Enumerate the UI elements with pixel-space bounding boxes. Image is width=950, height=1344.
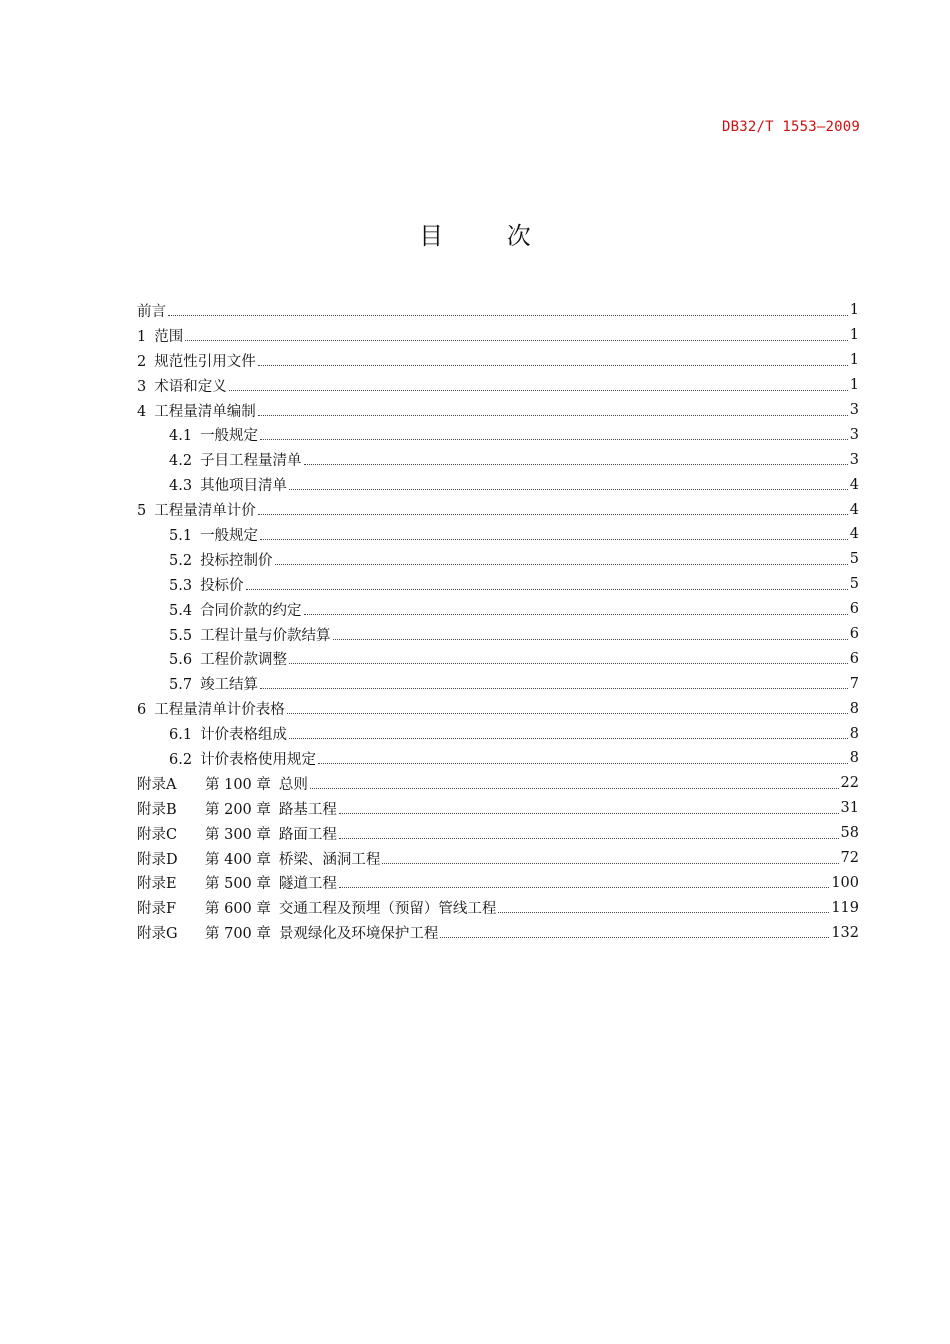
dot-leader bbox=[289, 663, 848, 664]
toc-entry-page: 1 bbox=[849, 377, 859, 394]
toc-entry-label bbox=[137, 698, 285, 719]
toc-entry-number: 6.2 bbox=[169, 751, 193, 768]
toc-entry-title: 隧道工程 bbox=[278, 876, 337, 893]
toc-entry-label bbox=[169, 524, 258, 545]
dot-leader bbox=[318, 763, 848, 764]
toc-entry[interactable] bbox=[137, 646, 859, 671]
toc-entry-page: 1 bbox=[849, 327, 859, 344]
toc-entry-label bbox=[137, 350, 256, 371]
toc-entry-number: 4.3 bbox=[169, 478, 193, 495]
toc-entry-label bbox=[137, 897, 496, 918]
dot-leader bbox=[289, 738, 848, 739]
appendix-prefix: 附录D bbox=[137, 851, 178, 868]
toc-entry-title: 计价表格使用规定 bbox=[200, 751, 317, 768]
toc-appendix-entry[interactable] bbox=[137, 771, 859, 796]
toc-entry-title: 规范性引用文件 bbox=[154, 353, 256, 370]
dot-leader bbox=[333, 639, 848, 640]
dot-leader bbox=[382, 863, 838, 864]
toc-entry-number: 5 bbox=[137, 503, 147, 520]
dot-leader bbox=[275, 564, 848, 565]
appendix-prefix: 附录B bbox=[137, 801, 177, 818]
toc-appendix-entry[interactable] bbox=[137, 821, 859, 846]
toc-entry-title: 投标价 bbox=[200, 577, 244, 594]
toc-entry-title: 其他项目清单 bbox=[200, 478, 288, 495]
toc-entry[interactable] bbox=[137, 348, 859, 373]
dot-leader bbox=[339, 887, 829, 888]
toc-entry[interactable] bbox=[137, 472, 859, 497]
toc-entry-page: 5 bbox=[849, 551, 859, 568]
dot-leader bbox=[310, 788, 839, 789]
toc-entry-title: 合同价款的约定 bbox=[200, 602, 302, 619]
dot-leader bbox=[185, 340, 848, 341]
toc-entry-page: 58 bbox=[840, 825, 859, 842]
toc-entry-number: 5.5 bbox=[169, 627, 193, 644]
toc-entry-page: 22 bbox=[840, 775, 859, 792]
page-title: 目 次 bbox=[419, 222, 559, 250]
toc-entry-label bbox=[169, 648, 287, 669]
dot-leader bbox=[260, 539, 848, 540]
toc-entry-number: 5.7 bbox=[169, 677, 193, 694]
toc-entry-page: 7 bbox=[849, 675, 859, 692]
toc-entry-label bbox=[137, 773, 308, 794]
toc-entry[interactable] bbox=[137, 622, 859, 647]
toc-entry-page: 4 bbox=[849, 526, 859, 543]
dot-leader bbox=[339, 813, 839, 814]
appendix-prefix: 附录A bbox=[137, 776, 177, 793]
toc-entry-label bbox=[169, 474, 287, 495]
toc-entry-page: 8 bbox=[849, 700, 859, 717]
toc-entry-label bbox=[169, 723, 287, 744]
toc-entry-title: 一般规定 bbox=[200, 428, 259, 445]
toc-entry[interactable] bbox=[137, 597, 859, 622]
toc-entry[interactable] bbox=[137, 323, 859, 348]
toc-entry-title: 工程价款调整 bbox=[200, 652, 288, 669]
toc-entry-number: 5.3 bbox=[169, 577, 193, 594]
dot-leader bbox=[287, 713, 848, 714]
toc-entry-title: 路基工程 bbox=[278, 801, 337, 818]
toc-entry-page: 6 bbox=[849, 626, 859, 643]
toc-entry-number: 5.6 bbox=[169, 652, 193, 669]
toc-entry-number: 3 bbox=[137, 378, 147, 395]
toc-appendix-entry[interactable] bbox=[137, 796, 859, 821]
appendix-chapter: 第 300 章 bbox=[205, 826, 271, 843]
toc-entry-label bbox=[137, 823, 337, 844]
toc-entry-title: 工程计量与价款结算 bbox=[200, 627, 331, 644]
toc-entry-number: 4.1 bbox=[169, 428, 193, 445]
toc-entry[interactable] bbox=[137, 497, 859, 522]
toc-entry-number: 4 bbox=[137, 403, 147, 420]
toc-entry-title: 路面工程 bbox=[278, 826, 337, 843]
dot-leader bbox=[260, 439, 848, 440]
toc-entry-title: 一般规定 bbox=[200, 527, 259, 544]
appendix-prefix: 附录E bbox=[137, 876, 177, 893]
toc-entry-number: 5.2 bbox=[169, 552, 193, 569]
appendix-chapter: 第 700 章 bbox=[205, 926, 271, 943]
toc-entry-title: 景观绿化及环境保护工程 bbox=[278, 926, 439, 943]
toc-entry-page: 100 bbox=[831, 874, 859, 891]
toc-entry[interactable] bbox=[137, 746, 859, 771]
toc-entry-label bbox=[137, 400, 256, 421]
toc-entry-page: 3 bbox=[849, 426, 859, 443]
toc-entry-page: 4 bbox=[849, 501, 859, 518]
toc-entry-title: 桥梁、涵洞工程 bbox=[278, 851, 381, 868]
toc-entry-page: 31 bbox=[840, 800, 859, 817]
toc-entry-label bbox=[169, 624, 331, 645]
dot-leader bbox=[339, 838, 839, 839]
toc-entry-label bbox=[137, 922, 438, 943]
toc-entry[interactable] bbox=[137, 721, 859, 746]
appendix-prefix: 附录C bbox=[137, 826, 178, 843]
appendix-prefix: 附录F bbox=[137, 901, 177, 918]
appendix-chapter: 第 200 章 bbox=[205, 801, 271, 818]
toc-appendix-entry[interactable] bbox=[137, 920, 859, 945]
toc-entry-label bbox=[169, 673, 258, 694]
toc-entry-page: 1 bbox=[849, 302, 859, 319]
dot-leader bbox=[304, 464, 848, 465]
dot-leader bbox=[258, 415, 848, 416]
toc-entry-label bbox=[137, 872, 337, 893]
dot-leader bbox=[258, 365, 848, 366]
toc-entry-page: 6 bbox=[849, 650, 859, 667]
toc-entry-title: 投标控制价 bbox=[200, 552, 273, 569]
toc-entry-number: 1 bbox=[137, 328, 147, 345]
toc-entry[interactable] bbox=[137, 547, 859, 572]
toc-entry-label bbox=[169, 748, 316, 769]
toc-entry-page: 1 bbox=[849, 352, 859, 369]
toc-appendix-entry[interactable] bbox=[137, 870, 859, 895]
toc-entry-number: 6 bbox=[137, 702, 147, 719]
toc-entry-number: 5.4 bbox=[169, 602, 193, 619]
toc-entry-label bbox=[169, 574, 244, 595]
toc-entry-title: 交通工程及预埋（预留）管线工程 bbox=[278, 901, 497, 918]
toc-entry-label bbox=[137, 499, 256, 520]
toc-entry-page: 72 bbox=[840, 850, 859, 867]
toc-entry[interactable] bbox=[137, 522, 859, 547]
toc-entry-label bbox=[137, 848, 380, 869]
dot-leader bbox=[260, 688, 848, 689]
toc-entry[interactable] bbox=[137, 447, 859, 472]
toc-appendix-entry[interactable] bbox=[137, 846, 859, 871]
toc-entry[interactable] bbox=[137, 298, 859, 323]
toc-entry-title: 范围 bbox=[154, 328, 184, 345]
table-of-contents bbox=[137, 298, 859, 945]
toc-entry-title: 工程量清单编制 bbox=[154, 403, 256, 420]
appendix-prefix: 附录G bbox=[137, 926, 178, 943]
toc-entry-page: 3 bbox=[849, 402, 859, 418]
toc-entry-number: 2 bbox=[137, 353, 147, 370]
dot-leader bbox=[440, 937, 829, 938]
toc-entry-label bbox=[137, 300, 166, 321]
toc-entry-title: 工程量清单计价表格 bbox=[154, 702, 285, 719]
toc-entry-number: 6.1 bbox=[169, 727, 193, 744]
toc-entry-label bbox=[169, 424, 258, 445]
dot-leader bbox=[304, 614, 848, 615]
toc-entry-page: 132 bbox=[831, 924, 859, 941]
toc-entry-page: 8 bbox=[849, 750, 859, 767]
toc-entry[interactable] bbox=[137, 696, 859, 721]
toc-entry-number: 4.2 bbox=[169, 453, 193, 470]
toc-entry[interactable] bbox=[137, 422, 859, 447]
toc-entry-page: 119 bbox=[831, 899, 859, 916]
appendix-chapter: 第 400 章 bbox=[205, 851, 271, 868]
toc-appendix-entry[interactable] bbox=[137, 895, 859, 920]
appendix-chapter: 第 500 章 bbox=[205, 876, 271, 893]
toc-entry-title: 子目工程量清单 bbox=[200, 453, 302, 470]
dot-leader bbox=[289, 489, 848, 490]
toc-entry-label bbox=[169, 449, 302, 470]
toc-entry[interactable] bbox=[137, 572, 859, 597]
toc-entry-title: 工程量清单计价 bbox=[154, 503, 256, 520]
toc-entry-page: 3 bbox=[849, 451, 859, 468]
toc-entry[interactable] bbox=[137, 373, 859, 398]
dot-leader bbox=[498, 912, 829, 913]
toc-entry-title: 竣工结算 bbox=[200, 677, 259, 694]
toc-entry-label bbox=[137, 325, 183, 346]
dot-leader bbox=[258, 514, 848, 515]
toc-entry-number: 5.1 bbox=[169, 527, 193, 544]
appendix-chapter: 第 100 章 bbox=[205, 776, 271, 793]
dot-leader bbox=[229, 390, 848, 391]
toc-entry-page: 5 bbox=[849, 576, 859, 593]
toc-entry-label bbox=[169, 549, 273, 570]
toc-entry-title: 总则 bbox=[278, 776, 308, 793]
toc-entry[interactable] bbox=[137, 671, 859, 696]
toc-entry[interactable] bbox=[137, 398, 859, 423]
toc-entry-label bbox=[169, 599, 302, 620]
toc-entry-title: 前言 bbox=[137, 303, 166, 320]
toc-entry-page: 6 bbox=[849, 601, 859, 618]
toc-entry-title: 计价表格组成 bbox=[200, 727, 288, 744]
standard-code: DB32/T 1553—2009 bbox=[721, 119, 860, 135]
toc-entry-label bbox=[137, 375, 227, 396]
dot-leader bbox=[246, 589, 848, 590]
dot-leader bbox=[168, 315, 848, 316]
appendix-chapter: 第 600 章 bbox=[205, 901, 271, 918]
toc-entry-page: 4 bbox=[849, 476, 859, 493]
toc-entry-title: 术语和定义 bbox=[154, 378, 227, 395]
toc-entry-label bbox=[137, 798, 337, 819]
toc-entry-page: 8 bbox=[849, 725, 859, 742]
